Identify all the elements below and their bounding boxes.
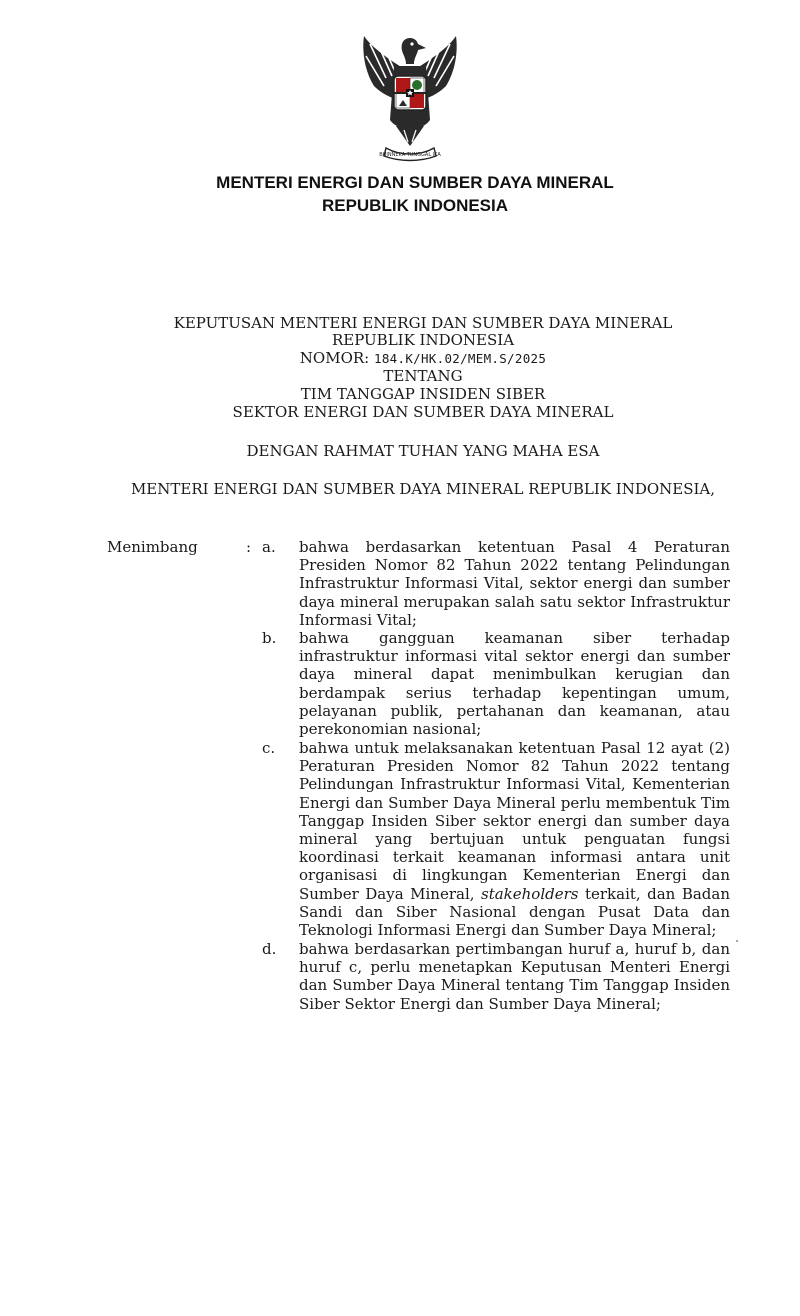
item-line: Tanggap Insiden Siber sektor energi dan sumber daya	[299, 811, 730, 830]
scan-speck	[736, 940, 738, 942]
decree-number	[0, 350, 800, 367]
item-line: Pelindungan Infrastruktur Informasi Vital, Kementerian	[299, 775, 730, 794]
item-letter: b.	[262, 629, 277, 647]
item-line: Peraturan Presiden Nomor 82 Tahun 2022 tentang	[299, 757, 730, 776]
decree-title-line1: KEPUTUSAN MENTERI ENERGI DAN SUMBER DAYA MINERAL	[173, 314, 673, 332]
nomor-value: 184.K/HK.02/MEM.S/2025	[374, 351, 547, 366]
item-line: daya mineral merupakan salah satu sektor Infrastruktur	[299, 592, 730, 611]
ministry-title: MENTERI ENERGI DAN SUMBER DAYA MINERAL	[216, 173, 614, 192]
item-line: Sandi dan Siber Nasional dengan Pusat Data dan	[299, 902, 730, 921]
item-line: pelayanan publik, pertahanan dan keamanan, atau	[299, 701, 730, 720]
item-line: daya mineral dapat menimbulkan kerugian dan	[299, 665, 730, 684]
decree-tentang: TENTANG	[383, 367, 463, 385]
item-line: infrastruktur informasi vital sektor energi dan sumber	[299, 647, 730, 666]
nomor-label: NOMOR:	[299, 349, 370, 367]
garuda-emblem-icon	[350, 30, 470, 162]
item-line: bahwa berdasarkan ketentuan Pasal 4 Peraturan	[299, 538, 730, 556]
consideration-item-c	[299, 739, 730, 939]
item-line: dan Sumber Daya Mineral tentang Tim Tanggap Insiden	[299, 976, 730, 995]
issuer: MENTERI ENERGI DAN SUMBER DAYA MINERAL REPUBLIK INDONESIA,	[130, 480, 716, 498]
ministry-country: REPUBLIK INDONESIA	[321, 196, 509, 215]
decree-subject-line2: SEKTOR ENERGI DAN SUMBER DAYA MINERAL	[232, 403, 614, 421]
consideration-item-a	[299, 538, 730, 629]
item-line: Siber Sektor Energi dan Sumber Daya Mineral;	[299, 994, 661, 1013]
decree-title-line2: REPUBLIK INDONESIA	[331, 331, 515, 349]
item-line: perekonomian nasional;	[299, 720, 482, 739]
item-line: Presiden Nomor 82 Tahun 2022 tentang Pelindungan	[299, 556, 730, 575]
item-letter: a.	[262, 538, 276, 556]
item-letter: c.	[262, 739, 276, 757]
item-line: Informasi Vital;	[299, 610, 417, 629]
consideration-item-d	[299, 940, 730, 1013]
item-line: organisasi di lingkungan Kementerian Energi dan	[299, 866, 730, 885]
item-line: Teknologi Informasi Energi dan Sumber Daya Mineral;	[299, 921, 717, 940]
item-line: mineral yang bertujuan untuk penguatan fungsi	[299, 830, 730, 849]
item-line: bahwa berdasarkan pertimbangan huruf a, huruf b, dan	[299, 940, 730, 958]
invocation: DENGAN RAHMAT TUHAN YANG MAHA ESA	[246, 442, 600, 460]
item-line: berdampak serius terhadap kepentingan umum,	[299, 683, 730, 702]
item-line-stakeholders: Sumber Daya Mineral, stakeholders terkait, dan Badan	[299, 884, 730, 903]
item-line: koordinasi terkait keamanan informasi antara unit	[299, 848, 730, 867]
item-line: Infrastruktur Informasi Vital, sektor energi dan sumber	[299, 574, 730, 593]
item-line: Energi dan Sumber Daya Mineral perlu membentuk Tim	[299, 793, 730, 812]
emblem-motto: BHINNEKA TUNGGAL IKA	[379, 152, 441, 158]
decree-subject-line1: TIM TANGGAP INSIDEN SIBER	[300, 385, 546, 403]
considerations-colon: :	[246, 538, 252, 556]
item-letter: d.	[262, 940, 277, 958]
item-line: bahwa gangguan keamanan siber terhadap	[299, 629, 730, 647]
item-line: bahwa untuk melaksanakan ketentuan Pasal 12 ayat (2)	[299, 739, 730, 757]
item-line: huruf c, perlu menetapkan Keputusan Menteri Energi	[299, 958, 730, 977]
consideration-item-b	[299, 629, 730, 738]
considerations-label: Menimbang	[107, 538, 198, 556]
italic-term: stakeholders	[481, 884, 579, 903]
